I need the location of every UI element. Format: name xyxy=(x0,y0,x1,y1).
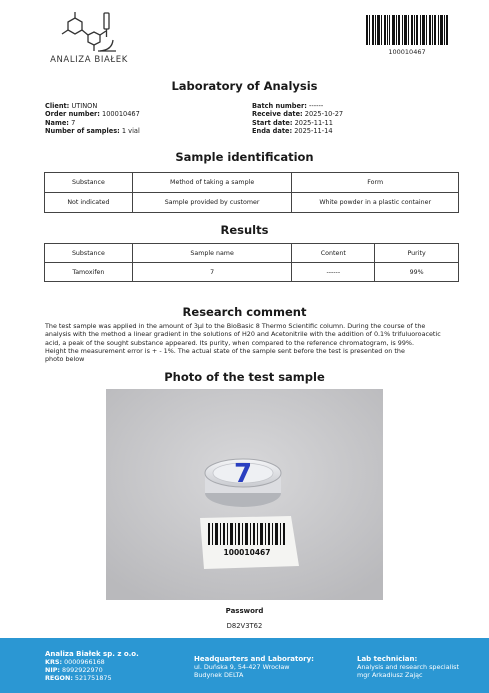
header-cell: Form xyxy=(292,173,459,193)
sample-identification-title: Sample identification xyxy=(175,150,314,164)
client-value: UTINON xyxy=(71,102,98,110)
header-cell: Content xyxy=(292,244,375,263)
table-header-row xyxy=(45,244,459,263)
header-cell: Method of taking a sample xyxy=(132,173,292,193)
comment-line: Height the measurement error is + - 1%. The actual state of the sample sent before the test is presented on the xyxy=(45,346,405,355)
table-cell: Not indicated xyxy=(45,193,133,213)
page-title: Laboratory of Analysis xyxy=(171,79,318,93)
footer-headquarters xyxy=(194,656,314,680)
receive-label: Receive date: xyxy=(252,110,303,119)
footer xyxy=(0,638,489,693)
company-name: Analiza Białek sp. z o.o. xyxy=(45,650,139,658)
order-label: Order number: xyxy=(45,110,100,119)
table-cell: 99% xyxy=(375,263,459,282)
comment-line: analysis with the method a linear gradient in the solutions of H20 and Acetonitrile with the addition of 0.1% trifuluoroacetic xyxy=(45,330,441,339)
header-cell: Substance xyxy=(45,244,133,263)
end-label: Enda date: xyxy=(252,126,293,135)
molecule-microscope-icon xyxy=(60,10,118,54)
cap-label: 7 xyxy=(233,459,253,489)
name-value: 7 xyxy=(71,118,76,127)
name-row xyxy=(45,119,140,127)
comment-line: acid, a peak of the sought substance appeared. Its purity, when compared to the reference chromatogram, is 99%. xyxy=(45,338,415,347)
krs-value: 0000966168 xyxy=(64,657,105,666)
order-value: 100010467 xyxy=(102,110,140,119)
samples-label: Number of samples: xyxy=(45,126,120,135)
company-logo xyxy=(44,10,134,68)
logo-text: ANALIZA BIAŁEK xyxy=(50,55,128,65)
research-comment-title: Research comment xyxy=(182,305,307,319)
nip-value: 8992922970 xyxy=(62,665,103,674)
footer-company xyxy=(45,651,139,683)
client-row xyxy=(45,102,140,110)
batch-row xyxy=(252,102,343,110)
batch-value: ------ xyxy=(308,102,324,110)
client-label: Client: xyxy=(45,102,70,110)
footer-technician xyxy=(357,656,459,680)
barcode xyxy=(366,15,448,45)
table-cell: Tamoxifen xyxy=(45,263,133,282)
password-value: D82V3T62 xyxy=(226,622,263,630)
start-label: Start date: xyxy=(252,118,293,127)
receive-value: 2025-10-27 xyxy=(304,110,344,119)
batch-label: Batch number: xyxy=(252,102,307,110)
krs-label: KRS: xyxy=(45,657,63,666)
sample-vial-image xyxy=(106,389,383,600)
tech-name: mgr Arkadiusz Zając xyxy=(357,670,423,679)
hq-title: Headquarters and Laboratory: xyxy=(194,655,314,663)
barcode-number: 100010467 xyxy=(388,48,426,56)
password-label: Password xyxy=(225,607,264,615)
regon-label: REGON: xyxy=(45,673,73,682)
header-cell: Substance xyxy=(45,173,133,193)
results-title: Results xyxy=(220,223,269,237)
results-table xyxy=(44,243,459,282)
table-cell: White powder in a plastic container xyxy=(292,193,459,213)
comment-line: photo below xyxy=(45,355,85,364)
identification-table xyxy=(44,172,459,213)
receive-row xyxy=(252,110,343,118)
client-info xyxy=(45,102,140,135)
end-row xyxy=(252,127,343,135)
samples-row xyxy=(45,127,140,135)
regon-value: 521751875 xyxy=(74,673,112,682)
table-row xyxy=(45,193,459,213)
start-row xyxy=(252,119,343,127)
samples-value: 1 vial xyxy=(121,126,140,135)
comment-line: The test sample was applied in the amount of 3µl to the BioBasic 8 Thermo Scientific column. During the course of the xyxy=(45,322,426,330)
table-cell: 7 xyxy=(132,263,292,282)
sticker-number: 100010467 xyxy=(223,548,271,557)
tech-role: Analysis and research specialist xyxy=(357,662,460,671)
hq-address: ul. Duńska 9, 54-427 Wrocław xyxy=(194,662,290,671)
tech-title: Lab technician: xyxy=(357,655,418,663)
name-label: Name: xyxy=(45,118,69,127)
nip-label: NIP: xyxy=(45,665,60,674)
end-value: 2025-11-14 xyxy=(294,126,333,135)
header-cell: Sample name xyxy=(132,244,292,263)
hq-building: Budynek DELTA xyxy=(194,670,244,679)
sample-photo xyxy=(106,389,383,600)
photo-title: Photo of the test sample xyxy=(164,370,325,384)
research-comment-text xyxy=(45,322,453,363)
table-row xyxy=(45,263,459,282)
regon-row xyxy=(45,675,139,683)
table-cell: Sample provided by customer xyxy=(132,193,292,213)
table-cell: ------ xyxy=(292,263,375,282)
order-row xyxy=(45,110,140,118)
dates-info xyxy=(252,102,343,135)
table-header-row xyxy=(45,173,459,193)
header-cell: Purity xyxy=(375,244,459,263)
start-value: 2025-11-11 xyxy=(294,118,333,127)
